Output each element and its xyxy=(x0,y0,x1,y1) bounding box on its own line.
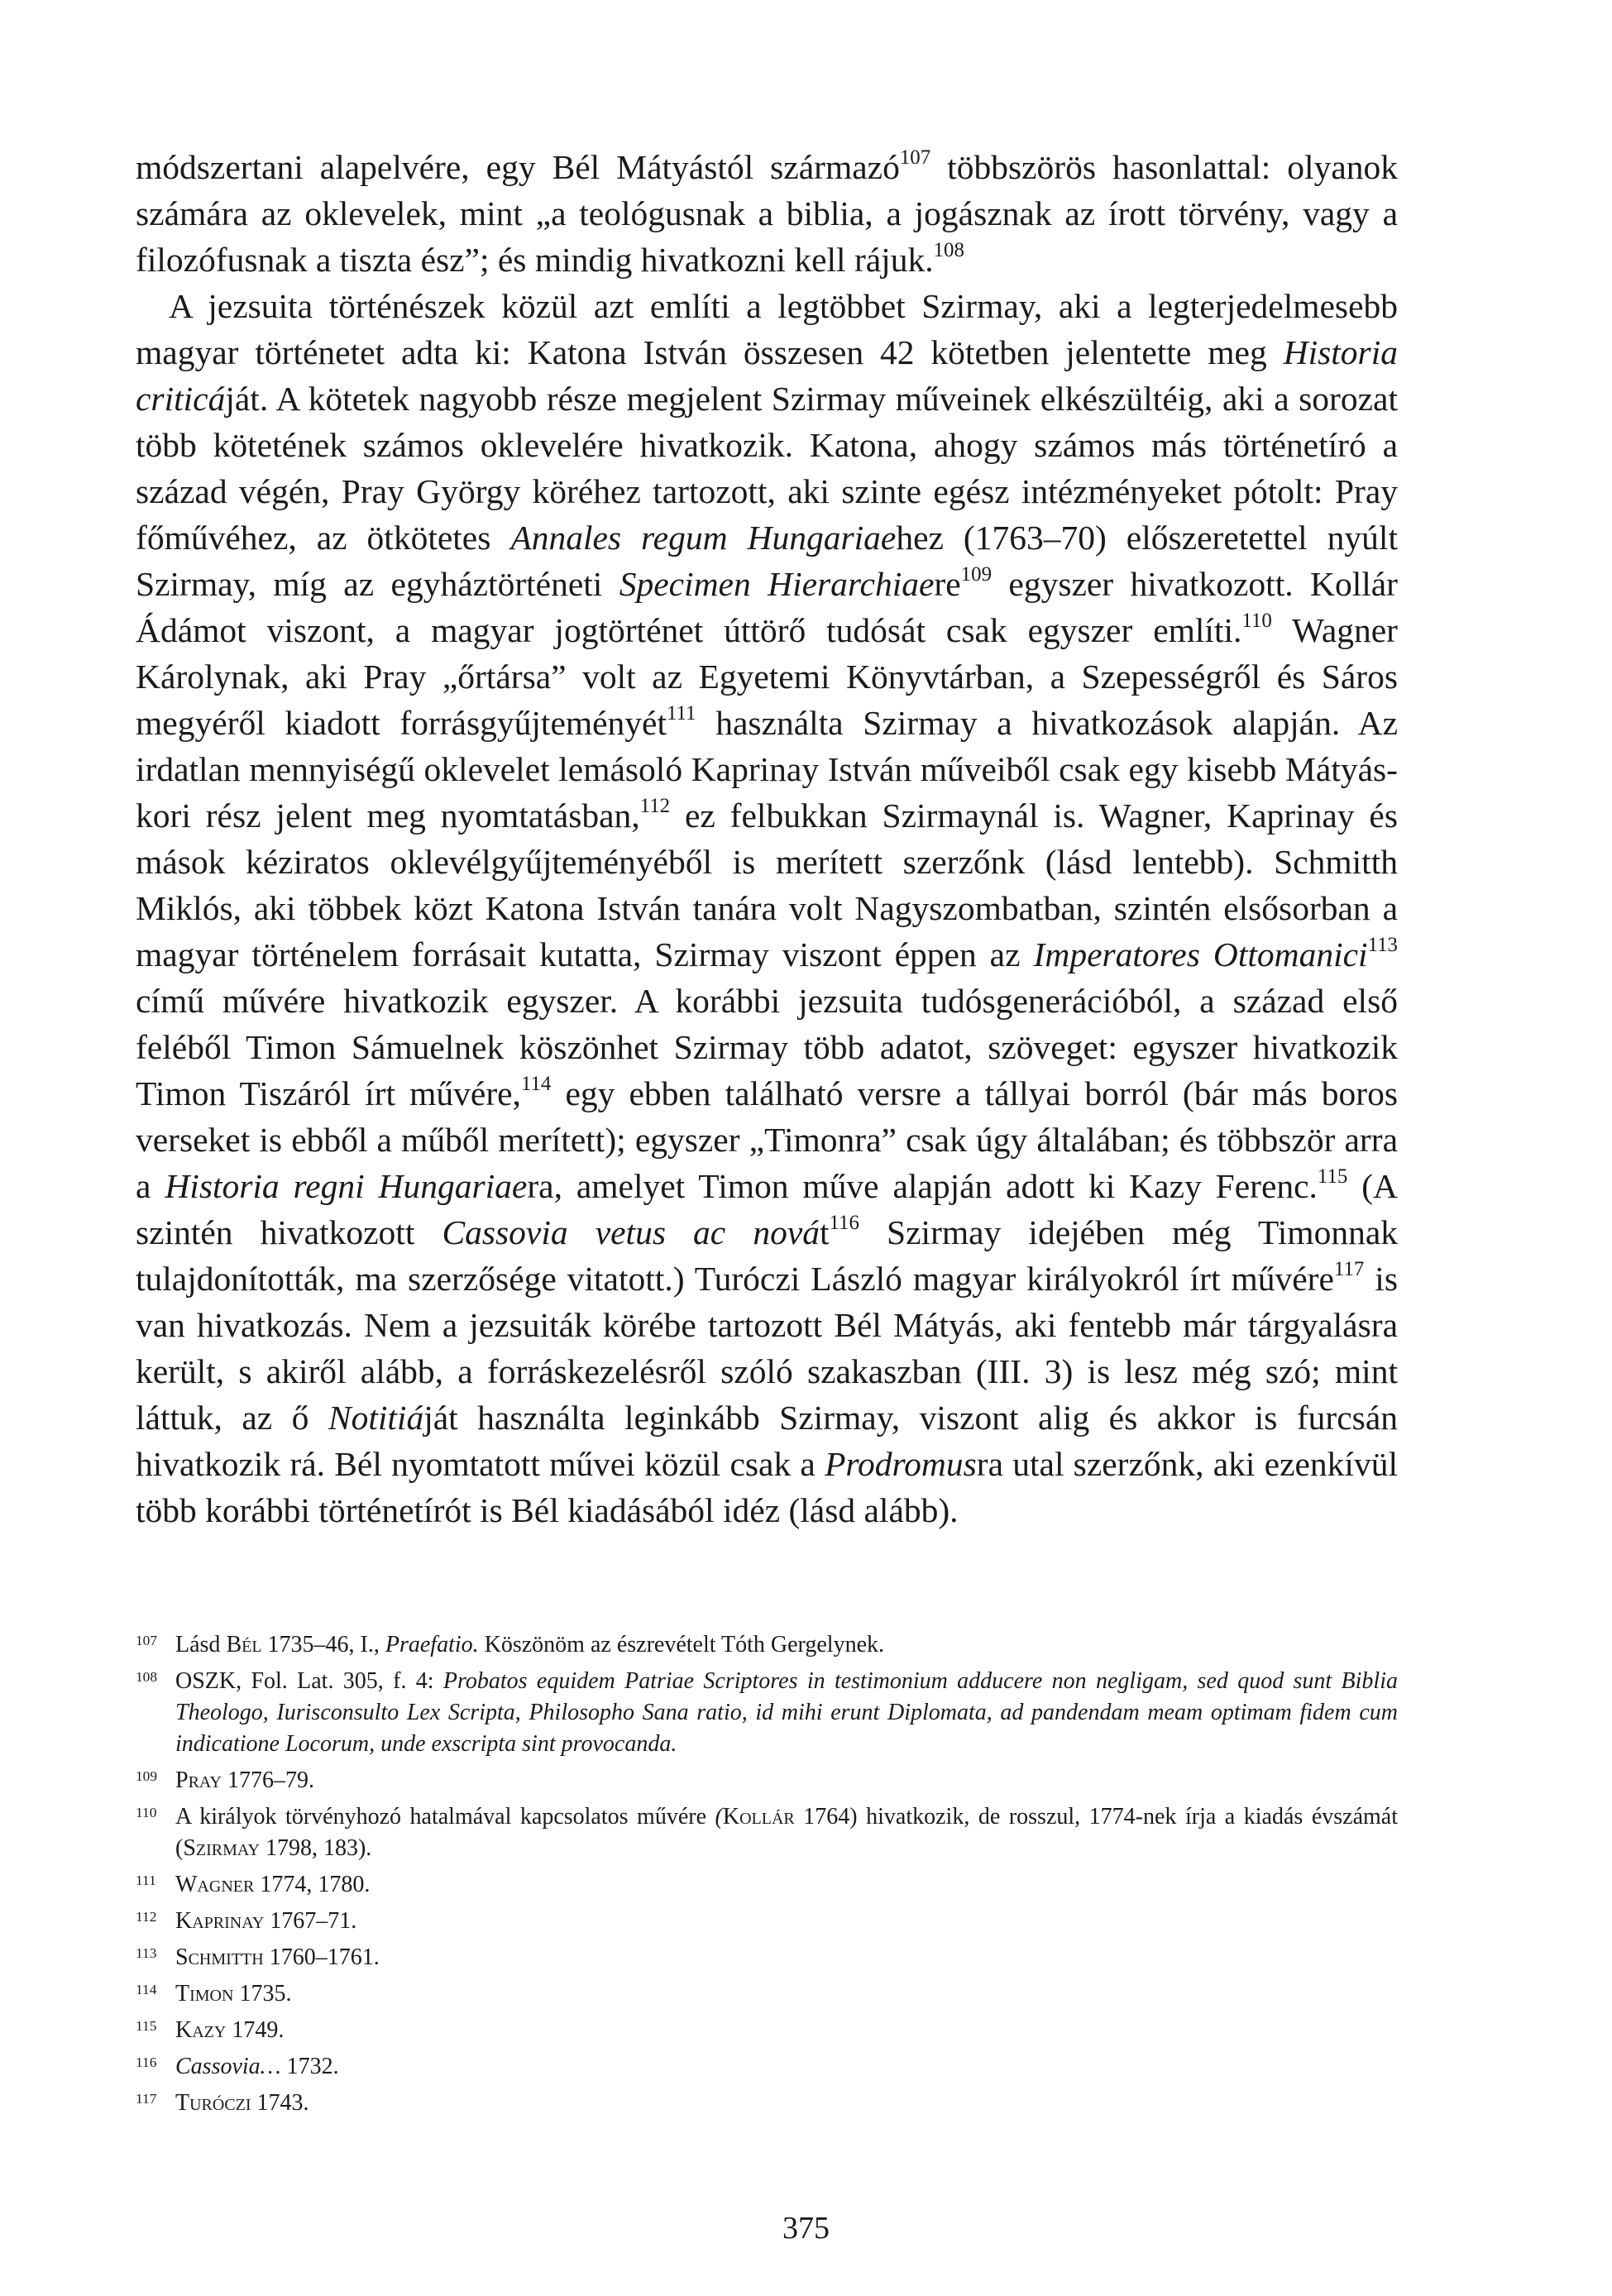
footnote xyxy=(136,1869,1398,1901)
text-run: re xyxy=(934,565,961,603)
footnote-reference: 115 xyxy=(1317,1165,1348,1189)
footnote xyxy=(136,1801,1398,1864)
text-run: 1774, 1780. xyxy=(254,1872,371,1897)
footnote-reference: 117 xyxy=(1333,1258,1365,1281)
italic-title: ( xyxy=(715,1804,723,1830)
text-run: ra utal szerzőnk, aki ezenkívül több korábbi történetírót is Bél kiadásából idéz (lásd alább). xyxy=(136,1445,1398,1529)
text-run: 1764) hivatkozik, de rosszul, 1774-nek írja a kiadás évszámát ( xyxy=(175,1804,1398,1861)
footnote-reference: 112 xyxy=(639,795,671,818)
text-run: Szirmay idejében még Timonnak tulajdonították, ma szerzősége vitatott.) Turóczi László magyar királyokról írt művére xyxy=(136,1213,1398,1298)
author-name: Kollár xyxy=(722,1804,795,1830)
footnote-text xyxy=(175,1801,1398,1864)
text-run: 1767–71. xyxy=(264,1908,357,1934)
footnote-number: 109 xyxy=(136,1768,158,1784)
italic-title: Prodromus xyxy=(825,1445,977,1483)
text-run: Köszönöm az észrevételt Tóth Gergelynek. xyxy=(478,1632,884,1657)
footnote-reference: 111 xyxy=(667,702,696,725)
text-run: módszertani alapelvére, egy Bél Mátyástól származó xyxy=(136,148,900,186)
text-run: című művére hivatkozik egyszer. A korábbi jezsuita tudósgenerációból, a század első feléből Timon Sámuelnek köszönhet Szirmay több adatot, szöveget: egyszer hivatkozik Timon Tiszáról írt művére, xyxy=(136,982,1398,1112)
text-run: többszörös hasonlattal: olyanok számára az oklevelek, mint „a teológusnak a biblia, a jogásznak az írott törvény, vagy a filozófusnak a tiszta ész”; és mindig hivatkozni kell rájuk. xyxy=(136,148,1398,279)
footnote-text xyxy=(175,2088,1398,2119)
footnote xyxy=(136,1666,1398,1760)
text-run: ez felbukkan Szirmaynál is. Wagner, Kaprinay és mások kéziratos oklevélgyűjteményéből is merített szerzőnk (lásd lentebb). Schmitth Miklós, aki többek közt Katona István tanára volt Nagyszombatban, szintén elsősorban a magyar történelem forrásait kutatta, Szirmay viszont éppen az xyxy=(136,796,1398,973)
text-run: 1798, 183). xyxy=(259,1835,372,1861)
text-run: 1749. xyxy=(226,2017,285,2043)
page-number: 375 xyxy=(782,2211,830,2246)
footnote-text xyxy=(175,1978,1398,2010)
footnote-number: 112 xyxy=(136,1909,157,1925)
footnote-text xyxy=(175,1942,1398,1973)
text-run: 1735. xyxy=(233,1981,292,2007)
footnote xyxy=(136,1765,1398,1796)
text-run: 1760–1761. xyxy=(263,1944,380,1970)
footnote-number: 115 xyxy=(136,2018,157,2034)
italic-title: Imperatores Ottomanici xyxy=(1033,935,1368,973)
text-run: 1743. xyxy=(251,2090,309,2116)
text-run: egyszer hivatkozott. Kollár Ádámot viszont, a magyar jogtörténet úttörő tudósát csak egyszer említi. xyxy=(136,565,1399,649)
italic-title: Cassovia… xyxy=(175,2054,281,2079)
italic-title: Praefatio. xyxy=(385,1632,479,1657)
text-run: ját. A kötetek nagyobb része megjelent Szirmay műveinek elkészültéig, aki a sorozat több kötetének számos oklevelére hivatkozik. Katona, ahogy számos más történetíró a század végén, Pray György köréhez tartozott, aki szinte egész intézményeket pótolt: Pray főművéhez, az ötkötetes xyxy=(136,380,1398,557)
footnote-text xyxy=(175,1906,1398,1937)
footnote-reference: 110 xyxy=(1241,610,1272,633)
footnote-reference: 114 xyxy=(520,1073,552,1096)
author-name: Wagner xyxy=(175,1872,255,1897)
author-name: Turóczi xyxy=(175,2090,251,2116)
footnote-text xyxy=(175,2015,1398,2046)
text-run: OSZK, Fol. Lat. 305, f. 4: xyxy=(175,1668,443,1694)
footnote-text xyxy=(175,1765,1398,1796)
footnote xyxy=(136,1942,1398,1973)
author-name: Pray xyxy=(175,1767,222,1793)
footnote-text xyxy=(175,1666,1398,1760)
main-text xyxy=(136,144,1398,1533)
footnotes xyxy=(136,1629,1398,2124)
italic-title: Probatos equidem Patriae Scriptores in testimonium adducere non negligam, sed quod sunt Biblia Theologo, Iurisconsulto Lex Scripta, Philosopho Sana ratio, id mihi erunt Diplomata, ad pandendam meam optimam fidem cum indicatione Locorum, unde exscripta sint provocanda. xyxy=(175,1668,1398,1757)
footnote xyxy=(136,2088,1398,2119)
italic-title: Specimen Hierarchiae xyxy=(619,565,935,603)
text-run: ra, amelyet Timon műve alapján adott ki Kazy Ferenc. xyxy=(527,1167,1318,1205)
text-run: t xyxy=(820,1213,830,1251)
footnote-number: 116 xyxy=(136,2054,157,2070)
footnote-number: 108 xyxy=(136,1669,158,1685)
footnote-number: 111 xyxy=(136,1873,156,1888)
author-name: Bél xyxy=(226,1632,262,1657)
text-run: A jezsuita történészek közül azt említi a legtöbbet Szirmay, aki a legterjedelmesebb magyar történetet adta ki: Katona István összesen 42 kötetben jelentette meg xyxy=(136,287,1398,371)
footnote xyxy=(136,2051,1398,2083)
italic-title: Notitiá xyxy=(328,1399,424,1437)
footnote-number: 113 xyxy=(136,1945,157,1961)
footnote-text xyxy=(175,1869,1398,1901)
author-name: Szirmay xyxy=(183,1835,260,1861)
text-run: használta Szirmay a hivatkozások alapján. Az irdatlan mennyiségű oklevelet lemásoló Kaprinay István műveiből csak egy kisebb Mátyás-kori rész jelent meg nyomtatásban, xyxy=(136,704,1399,835)
text-run: egy ebben található versre a tállyai borról (bár más boros verseket is ebből a műből merített); egyszer „Timonra” csak úgy általában; és többször arra a xyxy=(136,1074,1398,1205)
footnote-reference: 107 xyxy=(899,146,931,170)
italic-title: Annales regum Hungariae xyxy=(510,519,897,557)
footnote-text xyxy=(175,2051,1398,2083)
text-run: Wagner Károlynak, aki Pray „őrtársa” volt az Egyetemi Könyvtárban, a Szepességről és Sáros megyéről kiadott forrásgyűjteményét xyxy=(136,611,1398,742)
footnote-number: 110 xyxy=(136,1805,157,1820)
text-run: 1735–46, I., xyxy=(261,1632,385,1657)
italic-title: Cassovia vetus ac nová xyxy=(442,1213,820,1251)
footnote xyxy=(136,1629,1398,1661)
text-run: is van hivatkozás. Nem a jezsuiták körébe tartozott Bél Mátyás, aki fentebb már tárgyalásra került, s akiről alább, a forráskezelésről szóló szakaszban (III. 3) is lesz még szó; mint láttuk, az ő xyxy=(136,1260,1398,1437)
footnote-reference: 113 xyxy=(1367,934,1398,957)
footnote-number: 107 xyxy=(136,1633,158,1648)
footnote-reference: 116 xyxy=(829,1212,859,1235)
text-run: 1732. xyxy=(280,2054,339,2079)
footnote-number: 114 xyxy=(136,1982,157,1997)
text-run: ját használta leginkább Szirmay, viszont alig és akkor is furcsán hivatkozik rá. Bél nyomtatott művei közül csak a xyxy=(136,1399,1398,1483)
footnote xyxy=(136,1906,1398,1937)
author-name: Kazy xyxy=(175,2017,227,2043)
paragraph xyxy=(136,283,1398,1533)
text-run: A királyok törvényhozó hatalmával kapcsolatos művére xyxy=(175,1804,715,1830)
footnote-reference: 109 xyxy=(960,563,993,586)
footnote-reference: 108 xyxy=(933,239,964,262)
author-name: Timon xyxy=(175,1981,234,2007)
footnote-number: 117 xyxy=(136,2091,157,2107)
footnote xyxy=(136,1978,1398,2010)
author-name: Kaprinay xyxy=(175,1908,265,1934)
italic-title: Historia regni Hungariae xyxy=(165,1167,528,1205)
author-name: Schmitth xyxy=(175,1944,264,1970)
text-run: (A szintén hivatkozott xyxy=(136,1167,1399,1251)
text-run: hez (1763–70) előszeretettel nyúlt Szirmay, míg az egyháztörténeti xyxy=(136,519,1398,603)
text-run: Lásd xyxy=(175,1632,227,1657)
footnote xyxy=(136,2015,1398,2046)
paragraph xyxy=(136,144,1398,283)
text-run: 1776–79. xyxy=(221,1767,314,1793)
italic-title: Historia criticá xyxy=(136,333,1398,418)
footnote-text xyxy=(175,1629,1398,1661)
